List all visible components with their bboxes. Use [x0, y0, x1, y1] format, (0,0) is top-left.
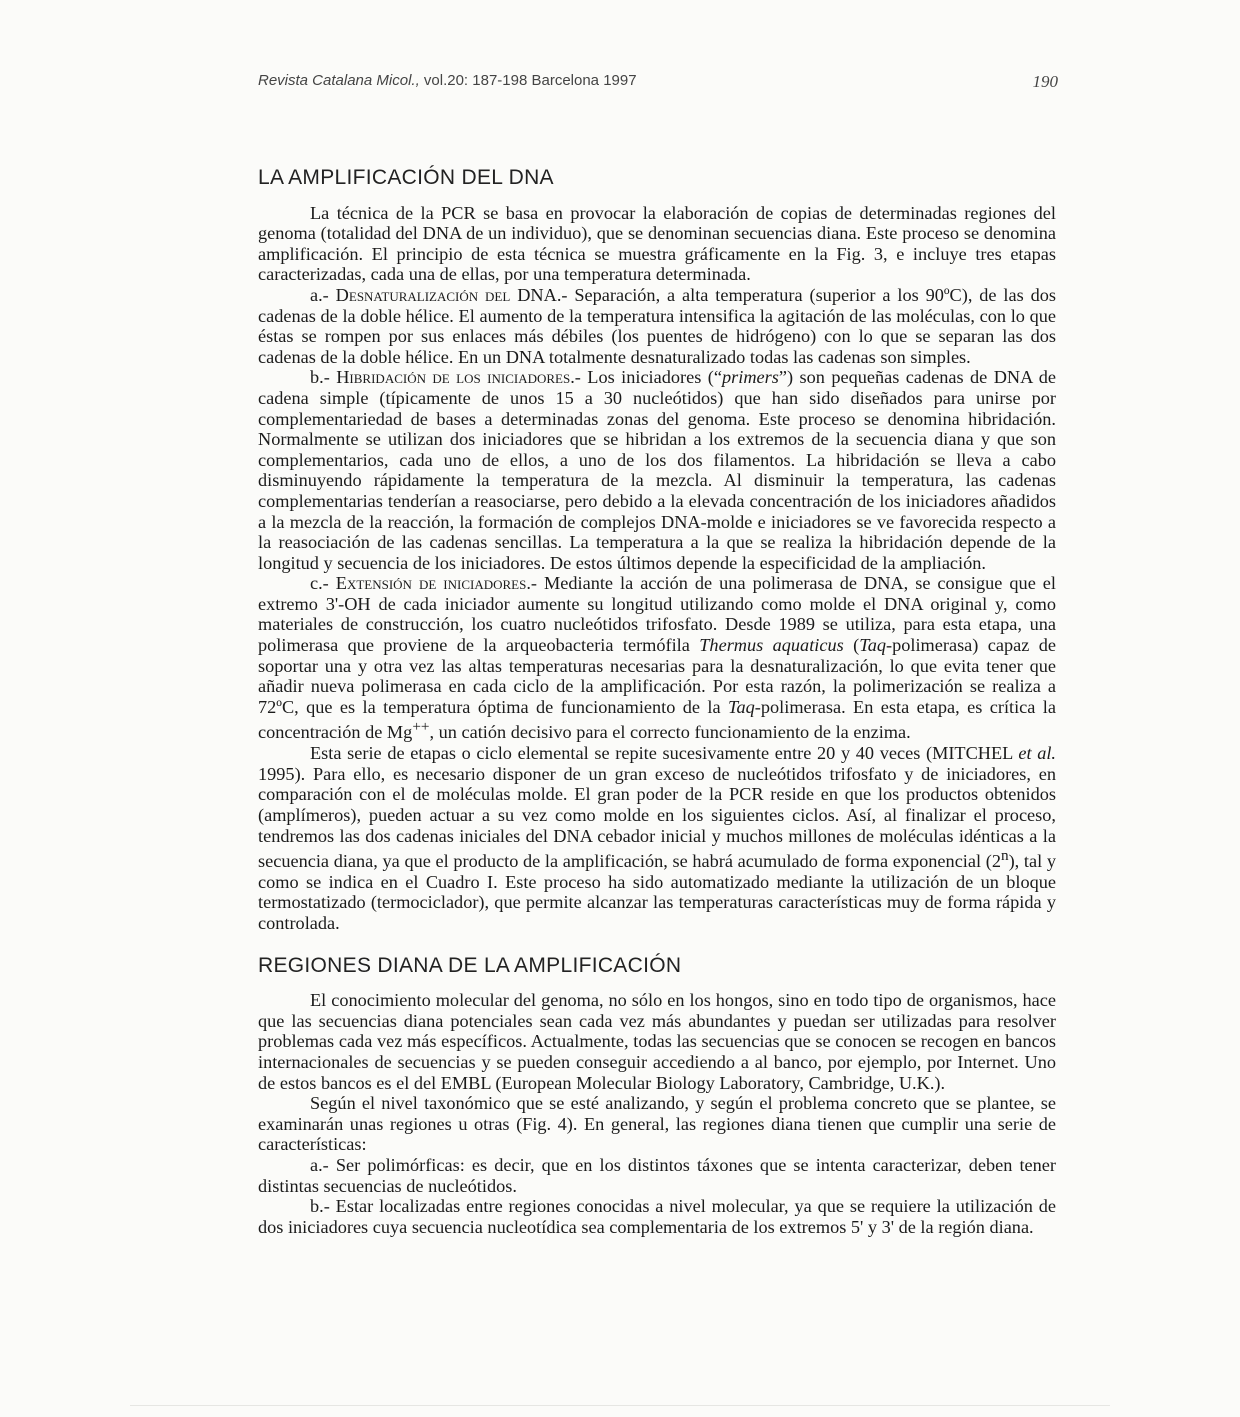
magnesium-charge: ++: [412, 718, 430, 736]
step-c-text-4: -polimerasa. En esta etapa, es crítica la concentración de Mg: [258, 696, 1056, 743]
step-a-prefix: a.-: [310, 284, 336, 305]
exponent-n: n: [1000, 847, 1009, 865]
step-c-text-3: -polimerasa) capaz de soportar una y otra vez las altas temperaturas necesarias para la desnaturalización, lo que evita tener que añadir nueva polimerasa en cada ciclo de la amplificación. Por esta razón, la polimerización se realiza a 72ºC, que es la temperatura óptima de funcionamiento de la: [258, 635, 1056, 717]
primers-term: primers: [721, 367, 779, 388]
step-b-text-2: ”) son pequeñas cadenas de DNA de cadena simple (típicamente de unos 15 a 30 nucleótidos) que han sido diseñados para unirse por complementariedad de bases a determinadas zonas del genoma. Este proceso se denomina hibridación. Normalmente se utilizan dos iniciadores que se hibridan a los extremos de la secuencia diana y que son complementarios, cada uno de ellos, a uno de los dos filamentos. La hibridación se lleva a cabo disminuyendo rápidamente la temperatura de la mezcla. Al disminuir la temperatura, las cadenas complementarias tenderían a reasociarse, pero debido a la elevada concentración de los iniciadores añadidos a la mezcla de la reacción, la formación de complejos DNA-molde e iniciadores se ve favorecida respecto a la reasociación de las cadenas sencillas. La temperatura a la que se realiza la hibridación depende de la longitud y secuencia de los iniciadores. De estos últimos depende la especificidad de la ampliación.: [258, 367, 1056, 573]
section-title-amplificacion: LA AMPLIFICACIÓN DEL DNA: [258, 166, 554, 189]
step-a-term-dna: DNA: [510, 284, 557, 305]
cycles-text-3: ), tal y como se indica en el Cuadro I. Este proceso ha sido automatizado mediante la utilización de un bloque termostatizado (termociclador), que permite alcanzar las temperaturas características muy de forma rápida y controlada.: [258, 851, 1056, 933]
running-header: [258, 72, 1058, 96]
paragraph-regions-taxonomy: Según el nivel taxonómico que se esté analizando, y según el problema concreto que se plantee, se examinarán unas regiones u otras (Fig. 4). En general, las regiones diana tienen que cumplir una serie de características:: [258, 1093, 1056, 1155]
step-a-term: Desnaturalización del: [335, 284, 511, 305]
page-number: 190: [1032, 72, 1058, 91]
species-name: Thermus aquaticus: [699, 635, 844, 656]
step-b-term: Hibridación de los iniciadores: [336, 367, 571, 388]
paragraph-regions-intro: El conocimiento molecular del genoma, no sólo en los hongos, sino en todo tipo de organismos, hace que las secuencias diana potenciales sean cada vez más abundantes y puedan ser utilizadas para resolver problemas cada vez más específicos. Actualmente, todas las secuencias que se conocen se recogen en bancos internacionales de secuencias y se pueden conseguir accediendo a al banco, por ejemplo, por Internet. Uno de estos bancos es el del EMBL (European Molecular Biology Laboratory, Cambridge, U.K.).: [258, 990, 1056, 1093]
journal-citation: vol.20: 187-198 Barcelona 1997: [419, 72, 637, 89]
paragraph-step-a: [258, 285, 1056, 367]
et-al: et al.: [1018, 743, 1056, 764]
paragraph-step-c: [258, 573, 1056, 743]
paragraph-regions-b: b.- Estar localizadas entre regiones conocidas a nivel molecular, ya que se requiere la utilización de dos iniciadores cuya secuencia nucleotídica sea complementaria de los extremos 5' y 3' de la región diana.: [258, 1196, 1056, 1237]
step-b-prefix: b.-: [310, 367, 337, 388]
page-bottom-edge: [130, 1405, 1110, 1406]
step-c-text-2: (: [843, 635, 860, 656]
step-c-term: Extensión de iniciadores: [335, 573, 527, 594]
step-c-text-1: .- Mediante la acción de una polimerasa de DNA, se consigue que el extremo 3'-OH de cada iniciador aumente su longitud utilizando como molde el DNA original y, como materiales de construcción, los cuatro nucleótidos trifosfato. Desde 1989 se utiliza, para esta etapa, una polimerasa que proviene de la arqueobacteria termófila: [258, 573, 1056, 656]
paragraph-cycles: [258, 743, 1056, 933]
paragraph-intro: La técnica de la PCR se basa en provocar la elaboración de copias de determinadas regiones del genoma (totalidad del DNA de un individuo), que se denominan secuencias diana. Este proceso se denomina amplificación. El principio de esta técnica se muestra gráficamente en la Fig. 3, e incluye tres etapas caracterizadas, cada una de ellas, por una temperatura determinada.: [258, 202, 1056, 285]
step-a-text: .- Separación, a alta temperatura (superior a los 90ºC), de las dos cadenas de la doble hélice. El aumento de la temperatura intensifica la agitación de las moléculas, con lo que éstas se rompen por sus enlaces más débiles (los puentes de hidrógeno) con lo que se separan las dos cadenas de la doble hélice. En un DNA totalmente desnaturalizado todas las cadenas son simples.: [258, 284, 1057, 367]
section-title-regiones: REGIONES DIANA DE LA AMPLIFICACIÓN: [258, 953, 682, 977]
step-c-text-5: , un catión decisivo para el correcto funcionamiento de la enzima.: [429, 722, 911, 743]
cycles-text-1: Esta serie de etapas o ciclo elemental se repite sucesivamente entre 20 y 40 veces (MITCHEL: [310, 743, 1019, 764]
journal-name: Revista Catalana Micol.,: [258, 72, 420, 89]
step-c-prefix: c.-: [310, 573, 336, 594]
taq-term-2: Taq: [728, 696, 755, 717]
paragraph-regions-a: a.- Ser polimórficas: es decir, que en los distintos táxones que se intenta caracterizar, deben tener distintas secuencias de nucleótidos.: [258, 1154, 1056, 1196]
article-body: [258, 168, 1056, 1237]
taq-term-1: Taq: [859, 635, 886, 656]
step-b-text-1: .- Los iniciadores (“: [570, 367, 722, 388]
paragraph-step-b: [258, 367, 1056, 573]
cycles-text-2: 1995). Para ello, es necesario disponer de un gran exceso de nucleótidos trifosfato y de iniciadores, en comparación con el de moléculas molde. El gran poder de la PCR reside en que los productos obtenidos (amplímeros), pueden actuar a su vez como molde en los siguientes ciclos. Así, al finalizar el proceso, tendremos las dos cadenas iniciales del DNA cebador inicial y muchos millones de moléculas idénticas a la secuencia diana, ya que el producto de la amplificación, se habrá acumulado de forma exponencial (2: [258, 763, 1056, 872]
